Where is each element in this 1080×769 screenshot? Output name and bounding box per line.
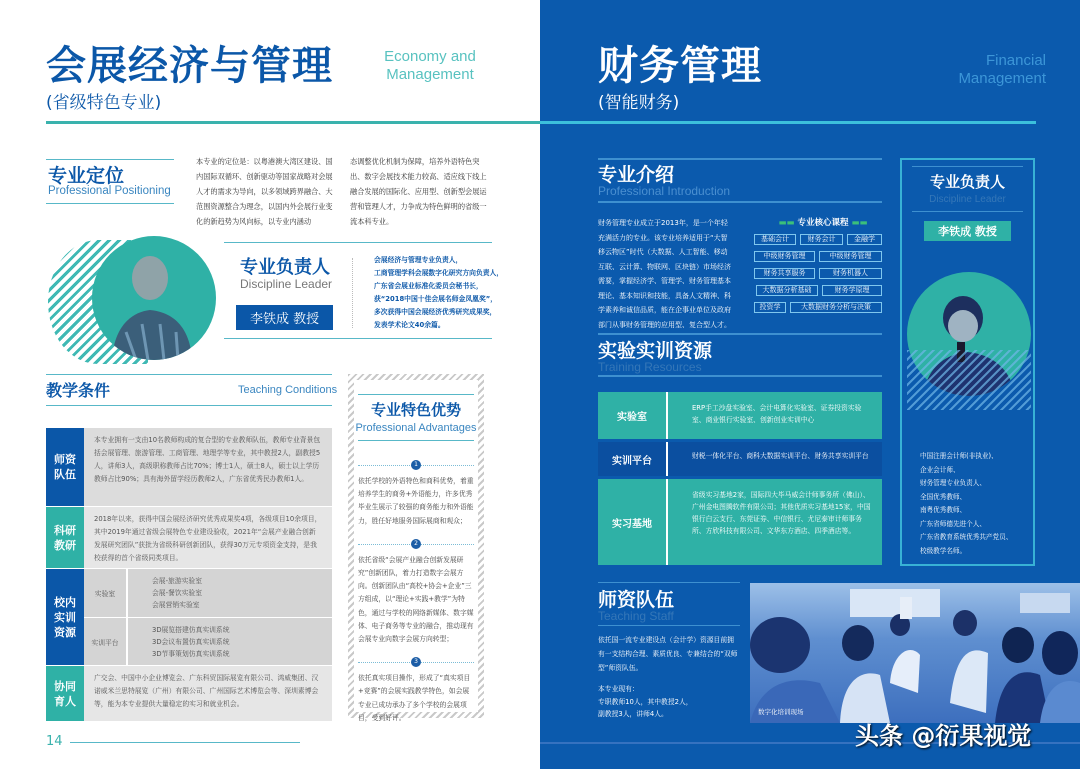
staff-stats: 本专业现有： 专职教师10人，其中教授2人， 副教授3人，讲师4人。 [598, 685, 693, 718]
leader-heading-en: Discipline Leader [240, 277, 333, 291]
page-title: 财务管理 [598, 43, 762, 89]
item-marker: 2 [358, 538, 474, 550]
sub-row-label: 实训平台 [84, 618, 128, 666]
page-subtitle: (省级特色专业) [46, 93, 162, 113]
divider [598, 158, 882, 160]
course-tag: 大数据财务分析与决策 [790, 302, 882, 313]
positioning-text-col1: 本专业的定位是：以粤港澳大湾区建设、国内国际双循环、创新驱动等国家战略对会展人才的需求为导向，以多领域跨界融合、大范围资源整合为理念，以国内外会展行业变化的新趋势为风向标，以专业内涵动 [196, 157, 333, 226]
page-title-en: Financial Management [958, 52, 1046, 87]
photo-caption: 数字化培训现场 [758, 708, 804, 716]
divider [912, 211, 1023, 212]
sub-row-values: 会展-旅游实验室 会展-餐饮实验室 会展营销实验室 [152, 577, 203, 609]
resources-heading-en: Training Resources [598, 360, 702, 374]
intro-heading: 专业介绍 [598, 164, 675, 186]
person-portrait-icon [92, 236, 216, 360]
divider [598, 582, 740, 583]
course-tag: 中级财务管理 [754, 251, 815, 262]
table-row [46, 507, 332, 569]
course-tag: 金融学 [847, 234, 882, 245]
divider [358, 394, 474, 395]
course-tag: 大数据分析基础 [756, 285, 818, 296]
decorative-stripes [907, 350, 1031, 410]
title-divider [540, 121, 1036, 124]
divider [224, 242, 492, 243]
divider [224, 338, 492, 339]
table-row [46, 428, 332, 507]
row-label: 实习基地 [598, 479, 668, 565]
row-text: 本专业拥有一支由10名教师构成的复合型的专业教师队伍，教师专业背景包括会展管理、旅游管理、工商管理、地理学等专业，其中教授2人，副教授5人，讲师3人，高级职称教师占比70%；博士1人，硕士8人，硕士以上学历教师占比90%；具有海外留学经历教师2人，广东省优秀民办教师1人。 [84, 428, 332, 506]
divider [598, 625, 740, 626]
leader-heading: 专业负责人 [929, 173, 1005, 191]
divider [598, 333, 882, 335]
leader-name-badge: 李铁成 教授 [236, 305, 333, 330]
row-text: ERP手工沙盘实验室、会计电算化实验室、证券投资实验室、商业银行实验室、创新创业实训中心 [692, 404, 862, 424]
course-tag: 财务学原理 [822, 285, 882, 296]
divider [598, 375, 882, 377]
staff-heading-en: Teaching Staff [598, 609, 674, 623]
row-text: 财税一体化平台、商科大数据实训平台、财务共享实训平台 [692, 452, 869, 460]
advantage-item: 依托真实项目操作，形成了“真实项目+竞赛”的会展实践教学特色，如会展专业已成功承办了多个学校的会展项目，受到好评。 [358, 674, 471, 722]
table-row [598, 479, 882, 565]
row-label: 实训平台 [598, 442, 668, 476]
intro-heading-en: Professional Introduction [598, 184, 731, 198]
advantage-item: 依托省级“会展产业融合创新发展研究”创新团队，着力打造数字会展方向。创新团队由“高校+协会+企业”三方组成，以“理论+实践+教学”为特色，通过与学校的网络新媒体、数字媒体、电子商务等专业的融合，推动现有会展专业向数字会展方向转型； [358, 555, 474, 644]
title-divider [46, 121, 540, 124]
leader-bio: 会展经济与管理专业负责人， 工商管理学科会展数字化研究方向负责人， 广东省会展业标准化委员会秘书长， 获“2018中国十佳会展名师金凤凰奖”， 多次获得中国会展经济优秀研究成果奖， 发表学术论文40余篇。 [374, 256, 504, 329]
core-courses-heading: ▬▬ 专业核心课程 ▬▬ [778, 218, 868, 228]
table-row [46, 569, 332, 666]
row-text: 2018年以来，获得中国会展经济研究优秀成果奖4项，各级项目10余项目，其中2019年通过省级会展特色专业建设验收，2021年“会展产业融合创新发展研究团队”获批为省级科研创新团队，获得30万元专项资金支持，是我校获得的首个省级同类项目。 [84, 507, 332, 568]
sub-row [84, 569, 332, 618]
sub-row [84, 618, 332, 666]
positioning-heading: 专业定位 [48, 165, 125, 187]
item-marker: 1 [358, 459, 474, 471]
advantages-heading-en: Professional Advantages [355, 422, 477, 434]
divider [46, 374, 332, 375]
divider [352, 258, 353, 328]
row-text: 广交会、中国中小企业博览会、广东科贸国际展览有限公司、鸿威集团、汉诺威米兰思特展览（广州）有限公司、广州国际艺术博览会等、深圳素博会等，能为本专业提供大量稳定的实习和就业机会。 [84, 666, 332, 721]
table-row [598, 392, 882, 442]
sub-row-values: 3D展览搭建仿真实训系统 3D会议布置仿真实训系统 3D节事策划仿真实训系统 [152, 626, 230, 658]
footer-rule [70, 742, 300, 743]
leader-photo [92, 236, 216, 360]
resources-table [598, 392, 882, 565]
positioning-heading-en: Professional Positioning [48, 185, 171, 197]
sub-row-label: 实验室 [84, 569, 128, 617]
row-label: 师资队伍 [46, 428, 84, 506]
watermark: 头条 @衍果视觉 [855, 722, 1032, 750]
row-label: 科研教研 [46, 507, 84, 568]
course-tag: 投资学 [754, 302, 786, 313]
table-row [46, 666, 332, 721]
course-tag: 财务会计 [800, 234, 843, 245]
teaching-heading-en: Teaching Conditions [238, 384, 338, 396]
divider [46, 405, 332, 406]
divider [358, 440, 474, 441]
leader-card [900, 158, 1035, 566]
leader-heading: 专业负责人 [240, 257, 330, 278]
classroom-scene-icon [750, 583, 1080, 723]
course-tag: 基础会计 [754, 234, 796, 245]
advantage-item: 依托学校的外语特色和商科优势，着重培养学生的商务+外语能力，许多优秀毕业生展示了较强的商务能力和外语能力，胜任好地服务国际展商和观众； [358, 477, 474, 525]
page-title-en: Economy and Management [384, 48, 476, 83]
course-tag: 财务共享服务 [754, 268, 815, 279]
classroom-photo [750, 583, 1080, 723]
table-row [598, 442, 882, 479]
resources-heading: 实验实训资源 [598, 340, 713, 362]
course-tag: 财务机器人 [819, 268, 882, 279]
page-number: 14 [46, 734, 63, 749]
divider [46, 203, 174, 204]
intro-text: 财务管理专业成立于2013年，是一个年轻充满活力的专业。该专业培养适用于“大智移云物区”时代（大数据、人工智能、移动互联、云计算、物联网、区块链）市场经济需要，掌握经济学、管理学、财务管理基本理论、基本知识和技能，具备人文精神、科学素养和诚信品质，能在企事业单位及政府部门从事财务管理的应用型、复合型人才。 [598, 219, 731, 329]
divider [46, 159, 174, 160]
course-tag: 中级财务管理 [819, 251, 882, 262]
leader-name-badge: 李铁成 教授 [924, 221, 1011, 241]
row-text: 省级实习基地2家，国际四大毕马威会计师事务所（佛山）、广州金电图腾软件有限公司；其他优质实习基地15家，中国银行白云支行、东莞证券、中信银行、尤尼泰审计师事务所、方欣科技有限公司、文华东方酒店、四季酒店等。 [692, 491, 871, 535]
staff-text: 依托国一流专业建设点（会计学）资源目前拥有一支结构合理、素质优良、专兼结合的“双师型”师资队伍。 [598, 636, 738, 672]
leader-heading-en: Discipline Leader [929, 194, 1006, 205]
item-marker: 3 [358, 656, 474, 668]
row-label: 实验室 [598, 392, 668, 439]
staff-heading: 师资队伍 [598, 589, 675, 611]
teaching-table [46, 428, 332, 721]
teaching-heading: 教学条件 [46, 381, 111, 400]
page-subtitle: (智能财务) [598, 93, 680, 113]
advantages-heading: 专业特色优势 [370, 401, 461, 419]
row-subtable [84, 569, 332, 665]
page-title: 会展经济与管理 [46, 43, 333, 89]
positioning-text-col2: 态调整优化机制为保障，培养外语特色突出、数字会展技术能力较高、适应线下线上融合发展的国际化、应用型、创新型会展运营和管理人才，力争成为特色鲜明的省级一流本科专业。 [350, 157, 487, 226]
advantages-box [348, 374, 484, 722]
divider [912, 166, 1023, 167]
divider [598, 201, 882, 203]
leader-bio: 中国注册会计师(非执业)、 企业会计师、 财务管理专业负责人、 全国优秀教师、 南粤优秀教师、 广东省师德先进个人、 广东省教育系统优秀共产党员、 校级教学名师。 [920, 452, 1013, 555]
row-label: 协同育人 [46, 666, 84, 721]
row-label: 校内实训资源 [46, 569, 84, 665]
